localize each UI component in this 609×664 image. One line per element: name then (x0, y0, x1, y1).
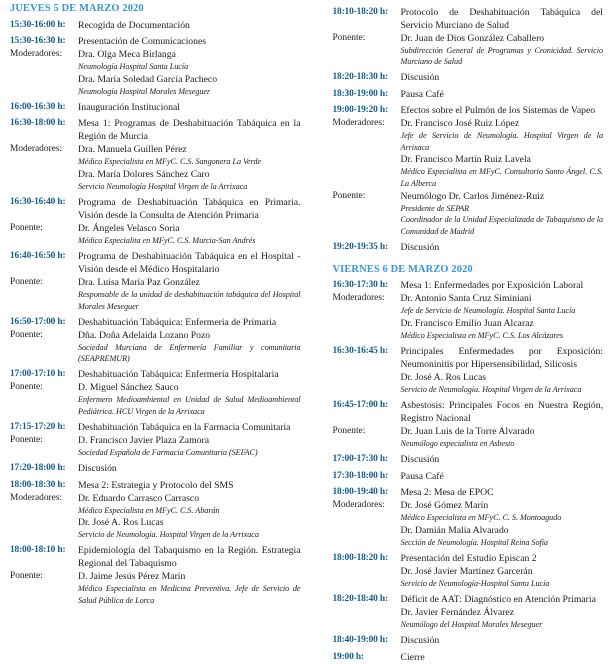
session-row (10, 196, 301, 222)
participants-row (10, 143, 301, 192)
session-row (333, 241, 604, 254)
participants-row (333, 371, 604, 396)
participants-row (10, 222, 301, 247)
row-body (401, 499, 604, 548)
person-affiliation: Enfermero Medioambiental en Unidad de Salud Medioambiental Pediátrica. HCU Virgen de la Arrixaca (78, 394, 301, 417)
person-name: Neumólogo Dr. Carlos Jiménez-Ruiz (401, 190, 604, 203)
row-body (401, 345, 604, 371)
right-column (305, 0, 609, 640)
session-time-label: 16:45-17:00 h: (333, 399, 401, 412)
row-body (78, 222, 301, 247)
person-affiliation: Sociedad Murciana de Enfermería Familiar y comunitaria (SEAPREMUR) (78, 342, 301, 365)
row-body (78, 381, 301, 417)
session-row (333, 6, 604, 32)
row-body (78, 434, 301, 459)
row-body (401, 104, 604, 117)
participants-row (10, 492, 301, 541)
session-row (333, 88, 604, 101)
person-affiliation: Neumólogo especialista en Asbesto (401, 438, 604, 450)
session-row (10, 544, 301, 570)
person-name: Dr. Francisco Martín Ruiz Lavela (401, 153, 604, 166)
session-time-label: 16:30-17:30 h: (333, 279, 401, 292)
row-body (78, 196, 301, 222)
row-body (78, 479, 301, 492)
person-name: Dr. José Javier Martínez Garcerán (401, 565, 604, 578)
row-body (401, 88, 604, 101)
person-name: Dr. Eduardo Carrasco Carrasco (78, 492, 301, 505)
row-body (401, 651, 604, 664)
session-row (333, 345, 604, 371)
row-body (78, 316, 301, 329)
session-time-label: 17:15-17:20 h: (10, 421, 78, 434)
session-role-label: Moderadores: (333, 117, 401, 130)
person-name: D. Jaime Jesús Pérez Marín (78, 570, 301, 583)
person-name: Dr. José A. Ros Lucas (401, 371, 604, 384)
session-row (10, 479, 301, 492)
session-role-label: Ponente: (10, 570, 78, 583)
row-body (78, 368, 301, 381)
session-role-label: Moderadores: (333, 499, 401, 512)
session-row (10, 250, 301, 276)
session-role-label: Ponente: (333, 32, 401, 45)
person-affiliation: Presidente de SEPAR (401, 203, 604, 215)
row-body (401, 292, 604, 341)
left-column (0, 0, 305, 640)
session-role-label: Ponente: (10, 434, 78, 447)
session-row (10, 316, 301, 329)
person-name: Dra. Luisa María Paz González (78, 276, 301, 289)
person-name: Dr. Juan Luis de la Torre Alvarado (401, 425, 604, 438)
session-time-label: 16:30-16:45 h: (333, 345, 401, 358)
row-body (78, 19, 301, 32)
session-title: Deshabituación Tabáquica en la Farmacia Comunitaria (78, 421, 301, 434)
person-name: Dr. Juan de Dios González Caballero (401, 32, 604, 45)
row-body (401, 634, 604, 647)
participants-row (333, 190, 604, 238)
person-affiliation: Coordinador de la Unidad Especializada de Tabaquismo de la Comunidad de Madrid (401, 214, 604, 237)
session-time-label: 16:50-17:00 h: (10, 316, 78, 329)
session-title: Mesa 2: Mesa de EPOC (401, 486, 604, 499)
participants-row (10, 381, 301, 417)
session-time-label: 17:30-18:00 h: (333, 470, 401, 483)
session-time-label: 18:00-18:20 h: (333, 552, 401, 565)
row-body (401, 6, 604, 32)
person-affiliation: Médico Especialista en MFyC. C.S. Los Alcázares (401, 330, 604, 342)
session-row (10, 117, 301, 143)
session-title: Discusión (401, 71, 604, 84)
participants-row (333, 117, 604, 189)
person-affiliation: Neumología Hospital Morales Meseguer (78, 86, 301, 98)
session-time-label: 18:30-19:00 h: (333, 88, 401, 101)
row-body (401, 425, 604, 450)
session-title: Déficit de AAT: Diagnóstico en Atención Primaria (401, 593, 604, 606)
session-role-label: Moderadores: (10, 143, 78, 156)
row-body (78, 544, 301, 570)
session-title: Discusión (401, 634, 604, 647)
participants-row (333, 499, 604, 548)
session-time-label: 19:20-19:35 h: (333, 241, 401, 254)
session-row (333, 651, 604, 664)
participants-row (333, 425, 604, 450)
person-name: Dra. Manuela Guillen Pérez (78, 143, 301, 156)
row-body (401, 32, 604, 68)
row-body (78, 462, 301, 475)
session-time-label: 18:00-18:10 h: (10, 544, 78, 557)
session-row (10, 462, 301, 475)
row-body (78, 143, 301, 192)
row-body (401, 486, 604, 499)
session-time-label: 18:40-19:00 h: (333, 634, 401, 647)
session-row (333, 453, 604, 466)
person-affiliation: Neumólogo del Hospital Morales Meseguer (401, 619, 604, 631)
participants-row (10, 329, 301, 365)
participants-row (333, 606, 604, 631)
row-body (78, 570, 301, 606)
session-time-label: 17:20-18:00 h: (10, 462, 78, 475)
participants-row (333, 32, 604, 68)
participants-row (10, 434, 301, 459)
session-row (333, 634, 604, 647)
person-affiliation: Servicio Neumología Hospital Virgen de la Arrixaca (78, 181, 301, 193)
row-body (401, 241, 604, 254)
person-name: Dra. María Dolores Sánchez Caro (78, 168, 301, 181)
person-affiliation: Servicio de Neumología. Hospital Virgen de la Arrixaca (401, 384, 604, 396)
person-affiliation: Médico Especialita en MFyC. C.S. Murcia-San Andrés (78, 235, 301, 247)
session-row (333, 104, 604, 117)
session-title: Deshabituación Tabáquica: Enfermería de Primaria (78, 316, 301, 329)
session-title: Pausa Café (401, 470, 604, 483)
session-row (333, 470, 604, 483)
session-time-label: 15:30-16:00 h: (10, 19, 78, 32)
person-affiliation: Médico Especialista en MFyC. C.S. Abarán (78, 505, 301, 517)
session-time-label: 18:00-19:40 h: (333, 486, 401, 499)
row-body (78, 48, 301, 97)
session-role-label: Ponente: (10, 381, 78, 394)
right-column-entries (333, 279, 604, 663)
person-name: D. Francisco Javier Plaza Zamora (78, 434, 301, 447)
session-role-label: Ponente: (10, 276, 78, 289)
session-row (10, 368, 301, 381)
session-time-label: 19:00-19:20 h: (333, 104, 401, 117)
row-body (78, 421, 301, 434)
session-time-label: 17:00-17:30 h: (333, 453, 401, 466)
person-affiliation: Responsable de la unidad de deshabituación tabáquica del Hospital Morales Meseguer (78, 289, 301, 312)
session-row (10, 421, 301, 434)
session-role-label: Ponente: (10, 222, 78, 235)
session-role-label: Moderadores: (333, 292, 401, 305)
session-role-label: Ponente: (333, 425, 401, 438)
row-body (401, 190, 604, 238)
person-affiliation: Médico Especialista en MFyC. C.S. Sangonera La Verde (78, 156, 301, 168)
row-body (401, 606, 604, 631)
session-time-label: 16:40-16:50 h: (10, 250, 78, 263)
session-role-label: Moderadores: (10, 48, 78, 61)
session-time-label: 18:20-18:30 h: (333, 71, 401, 84)
person-affiliation: Jefe de Servicio de Neumología. Hospital Santa Lucía (401, 305, 604, 317)
session-title: Mesa 2: Estrategia y Protocolo del SMS (78, 479, 301, 492)
session-title: Deshabituación Tabáquica: Enfermería Hospitalaria (78, 368, 301, 381)
session-row (10, 35, 301, 48)
row-body (401, 279, 604, 292)
session-row (333, 593, 604, 606)
person-name: Dr. Francisco José Ruiz López (401, 117, 604, 130)
person-name: Dr. José A. Ros Lucas (78, 516, 301, 529)
session-time-label: 16:30-18:00 h: (10, 117, 78, 130)
row-body (401, 71, 604, 84)
session-title: Mesa 1: Programas de Deshabituación Tabáquica en la Región de Murcia (78, 117, 301, 143)
session-row (333, 279, 604, 292)
person-affiliation: Médico Especialista en MFyC. Consultorio Santo Ángel. C.S. La Alberca (401, 166, 604, 189)
person-name: Dr. Damián Malia Alvarado (401, 524, 604, 537)
row-body (401, 453, 604, 466)
session-time-label: 17:00-17:10 h: (10, 368, 78, 381)
session-title: Discusión (401, 241, 604, 254)
session-row (333, 486, 604, 499)
right-column-continued-entries (333, 6, 604, 254)
person-name: Dr. Antonio Santa Cruz Siminiani (401, 292, 604, 305)
person-affiliation: Sociedad Española de Farmacia Comunitaria (SEFAC) (78, 447, 301, 459)
person-affiliation: Médico Especialista en Medicina Preventiva. Jefe de Servicio de Salud Pública de Lorca (78, 583, 301, 606)
participants-row (333, 565, 604, 590)
day-heading-friday: VIERNES 6 DE MARZO 2020 (333, 263, 604, 276)
row-body (401, 371, 604, 396)
session-title: Asbestosis: Principales Focos en Nuestra Región, Registro Nacional (401, 399, 604, 425)
person-name: Dña. Doña Adelaida Lozano Pozo (78, 329, 301, 342)
session-title: Discusión (78, 462, 301, 475)
session-title: Efectos sobre el Pulmón de los Sistemas de Vapeo (401, 104, 604, 117)
session-row (10, 101, 301, 114)
session-time-label: 15:30-16:30 h: (10, 35, 78, 48)
row-body (78, 250, 301, 276)
session-title: Principales Enfermedades por Exposición: Neumoninitis por Hipersensibilidad, Silicosis (401, 345, 604, 371)
session-title: Presentación del Estudio Episcan 2 (401, 552, 604, 565)
session-time-label: 19:00 h: (333, 651, 401, 664)
person-name: Dr. José Gómez Marín (401, 499, 604, 512)
row-body (401, 399, 604, 425)
row-body (78, 35, 301, 48)
participants-row (333, 292, 604, 341)
person-affiliation: Sección de Neumología. Hospital Reina Sofía (401, 537, 604, 549)
person-affiliation: Médico Especialista en MFyC. C. S. Montoagudo (401, 512, 604, 524)
row-body (401, 565, 604, 590)
person-name: Dra. María Soledad García Pacheco (78, 73, 301, 86)
session-role-label: Ponente: (333, 190, 401, 203)
participants-row (10, 276, 301, 312)
person-name: Dr. Javier Fernández Álvarez (401, 606, 604, 619)
session-time-label: 16:00-16:30 h: (10, 101, 78, 114)
person-affiliation: Servicio de Neumología. Hospital Virgen de la Arrixaca (78, 529, 301, 541)
row-body (401, 552, 604, 565)
session-time-label: 18:10-18:20 h: (333, 6, 401, 19)
session-title: Presentación de Comunicaciones (78, 35, 301, 48)
session-row (333, 552, 604, 565)
participants-row (10, 570, 301, 606)
person-name: D. Miguel Sánchez Sauco (78, 381, 301, 394)
row-body (401, 593, 604, 606)
session-row (333, 399, 604, 425)
session-title: Programa de Deshabituación Tabáquica en el Hospital - Visión desde el Médico Hospitalario (78, 250, 301, 276)
session-time-label: 18:00-18:30 h: (10, 479, 78, 492)
person-affiliation: Neumología Hospital Santa Lucía (78, 61, 301, 73)
row-body (78, 329, 301, 365)
session-row (333, 71, 604, 84)
person-affiliation: Subdirección General de Programas y Cronicidad. Servicio Murciano de Salud (401, 45, 604, 68)
session-title: Epidemiología del Tabaquismo en la Región. Estrategia Regional del Tabaquismo (78, 544, 301, 570)
session-time-label: 16:30-16:40 h: (10, 196, 78, 209)
session-title: Recogida de Documentación (78, 19, 301, 32)
session-title: Discusión (401, 453, 604, 466)
session-role-label: Ponente: (10, 329, 78, 342)
person-affiliation: Servicio de Neumología-Hospital Santa Lucía (401, 578, 604, 590)
session-row (10, 19, 301, 32)
row-body (78, 117, 301, 143)
session-title: Protocolo de Deshabituación Tabáquica del Servicio Murciano de Salud (401, 6, 604, 32)
participants-row (10, 48, 301, 97)
person-name: Dra. Olga Meca Birlanga (78, 48, 301, 61)
session-title: Mesa 1: Enfermedades por Exposición Laboral (401, 279, 604, 292)
row-body (78, 276, 301, 312)
person-name: Dr. Ángeles Velasco Soria (78, 222, 301, 235)
row-body (78, 492, 301, 541)
person-name: Dr. Francisco Emilio Juan Alcaraz (401, 317, 604, 330)
session-title: Programa de Deshabituación Tabáquica en Primaria. Visión desde la Consulta de Atención Primaria (78, 196, 301, 222)
left-column-entries (10, 19, 301, 607)
session-time-label: 18:20-18:40 h: (333, 593, 401, 606)
day-heading-thursday: JUEVES 5 DE MARZO 2020 (10, 2, 301, 15)
row-body (78, 101, 301, 114)
session-title: Cierre (401, 651, 604, 664)
session-role-label: Moderadores: (10, 492, 78, 505)
row-body (401, 117, 604, 189)
person-affiliation: Jefe de Servicio de Neumología. Hospital Virgen de la Arrixaca (401, 130, 604, 153)
row-body (401, 470, 604, 483)
session-title: Pausa Café (401, 88, 604, 101)
session-title: Inauguración Institucional (78, 101, 301, 114)
